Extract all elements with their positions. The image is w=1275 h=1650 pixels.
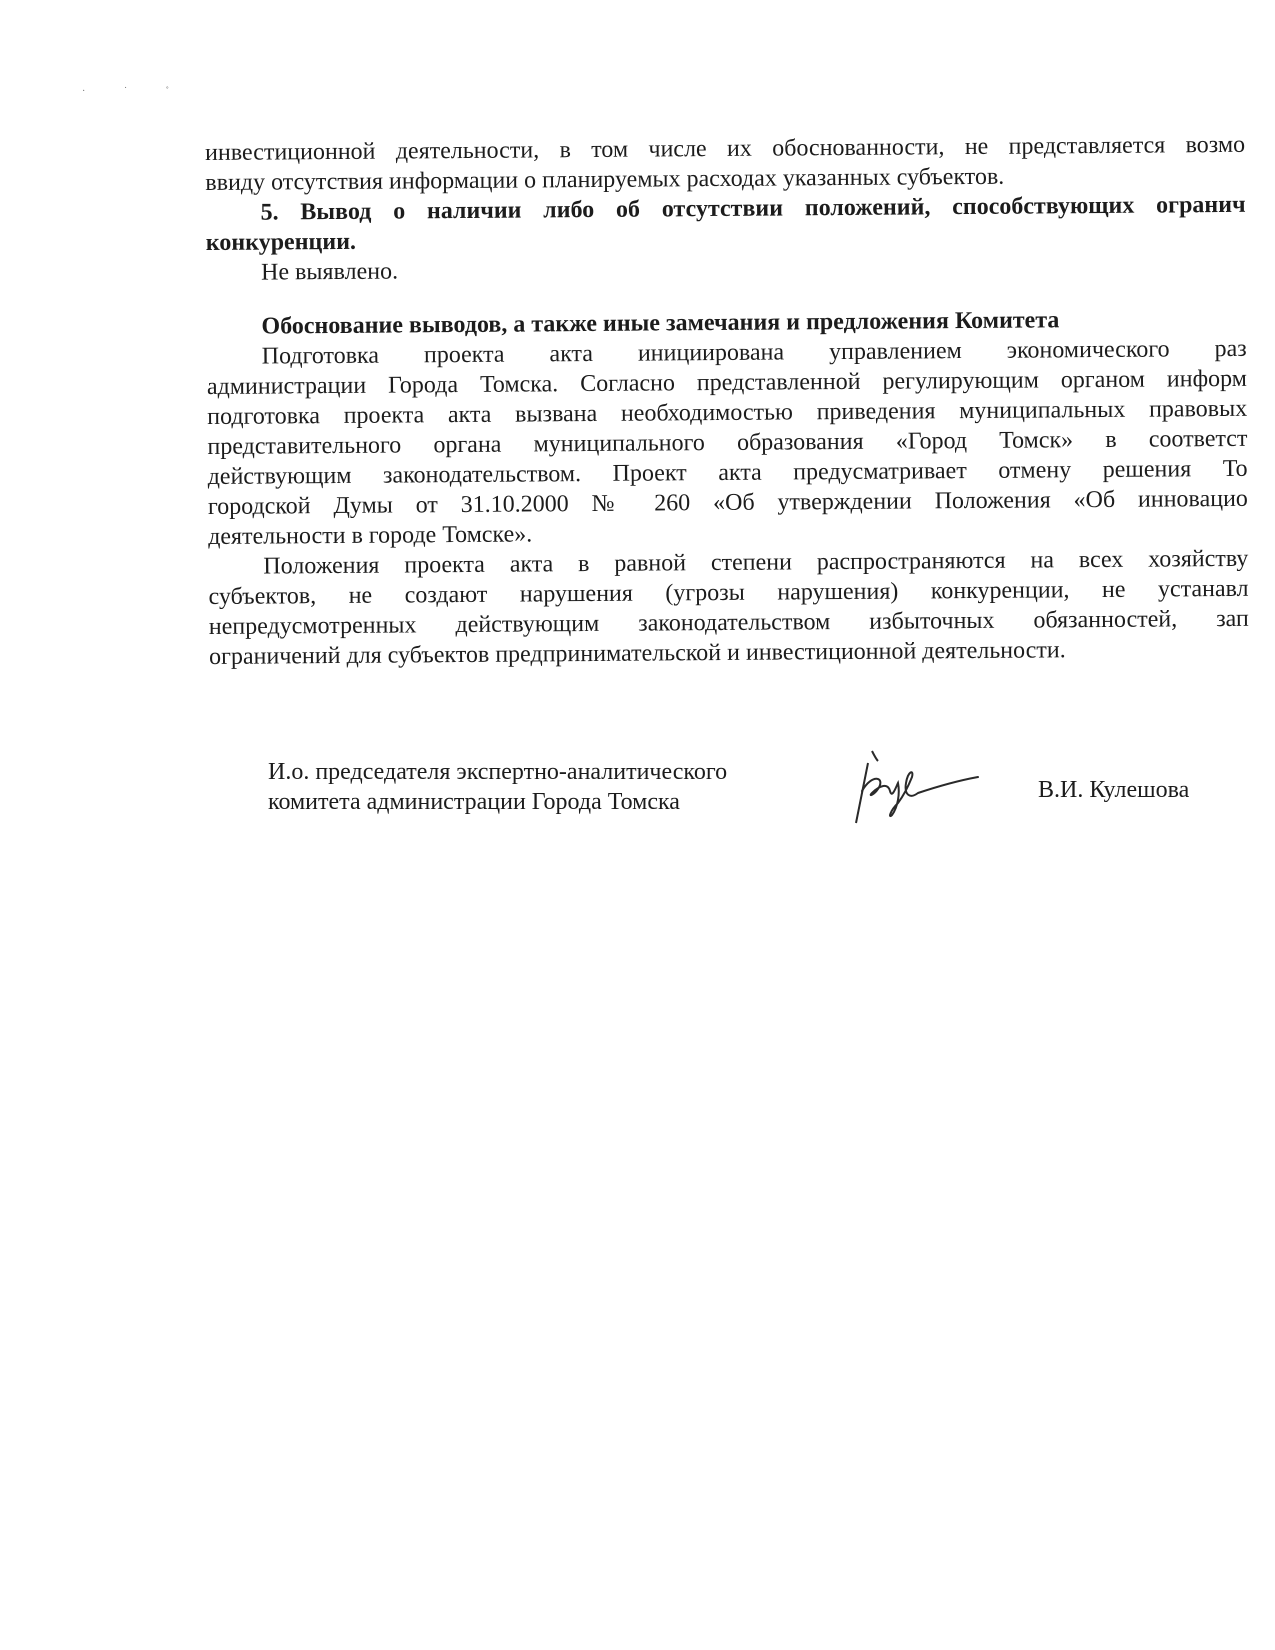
justification-p1-line-5: действующим законодательством. Проект акта предусматривает отмену решения То xyxy=(207,455,1248,490)
justification-heading: Обоснование выводов, а также иные замечания и предложения Комитета xyxy=(261,307,1060,340)
signatory-position-line-2: комитета администрации Города Томска xyxy=(268,789,680,815)
signature-block xyxy=(268,757,1258,847)
signatory-position xyxy=(268,757,788,817)
justification-p2-line-2: субъектов, не создают нарушения (угрозы нарушения) конкуренции, не устанавл xyxy=(208,575,1249,610)
justification-p1-line-2: администрации Города Томска. Согласно представленной регулирующим органом информ xyxy=(206,365,1248,400)
justification-p1-line-6: городской Думы от 31.10.2000 № 260 «Об утверждении Положения «Об инновацио xyxy=(207,485,1248,520)
paragraph-4-tail-line-1: инвестиционной деятельности, в том числе их обоснованности, не представляется возмо xyxy=(205,131,1246,166)
paragraph-4-tail-line-2: ввиду отсутствия информации о планируемых расходах указанных субъектов. xyxy=(205,163,1005,196)
justification-p1-line-4: представительного органа муниципального образования «Город Томск» в соответст xyxy=(207,425,1248,460)
signatory-position-line-1: И.о. председателя экспертно-аналитического xyxy=(268,759,728,785)
section-5-heading-line-1: 5. Вывод о наличии либо об отсутствии положений, способствующих огранич xyxy=(260,191,1246,226)
justification-p1-line-3: подготовка проекта акта вызвана необходимостью приведения муниципальных правовых xyxy=(207,395,1248,430)
justification-p2-line-3: непредусмотренных действующим законодательством избыточных обязанностей, зап xyxy=(208,605,1249,640)
justification-p2-line-1: Положения проекта акта в равной степени распространяются на всех хозяйству xyxy=(263,545,1249,580)
section-5-heading-line-2: конкуренции. xyxy=(205,228,357,256)
section-5-body: Не выявлено. xyxy=(260,258,399,286)
signatory-name: В.И. Кулешова xyxy=(1038,777,1190,803)
justification-p1-line-7: деятельности в городе Томске». xyxy=(208,521,533,550)
document-body xyxy=(205,129,1275,672)
justification-p2-line-4: ограничений для субъектов предпринимательской и инвестиционной деятельности. xyxy=(208,637,1066,670)
justification-p1-line-1: Подготовка проекта акта инициирована управлением экономического раз xyxy=(261,335,1247,370)
handwritten-signature xyxy=(838,743,988,833)
scan-specks: · ˙ ˚ xyxy=(82,86,187,97)
